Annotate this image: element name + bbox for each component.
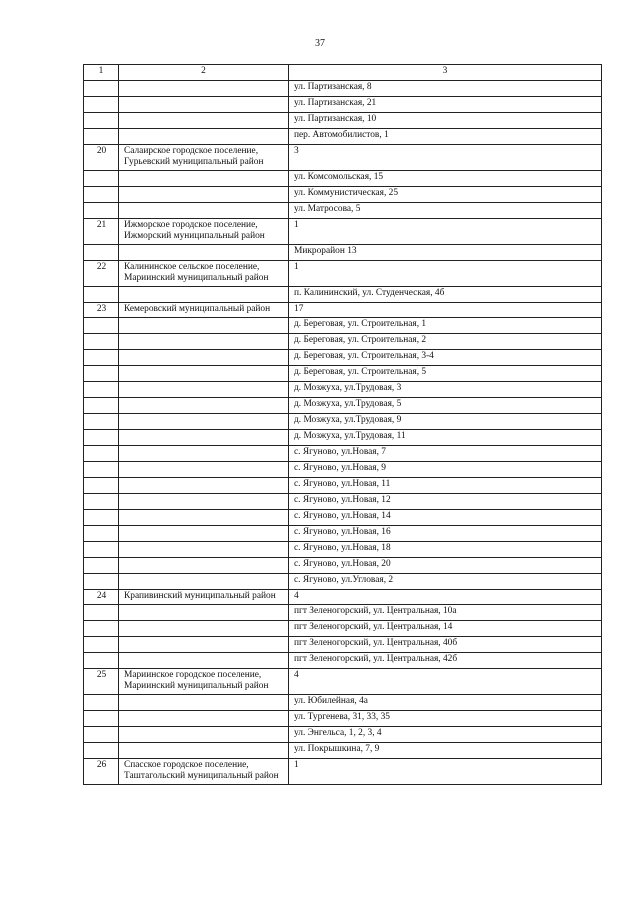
- empty-num-cell: [84, 711, 119, 727]
- settlement-row: [84, 590, 602, 605]
- address-cell: ул. Покрышкина, 7, 9: [289, 743, 602, 759]
- address-cell: д. Мозжуха, ул.Трудовая, 9: [289, 414, 602, 430]
- address-cell: ул. Матросова, 5: [289, 203, 602, 219]
- empty-name-cell: [119, 245, 289, 261]
- address-cell: д. Мозжуха, ул.Трудовая, 3: [289, 382, 602, 398]
- address-cell: пер. Автомобилистов, 1: [289, 129, 602, 145]
- column-number-1: 1: [84, 65, 119, 81]
- empty-num-cell: [84, 366, 119, 382]
- address-cell: ул. Тургенева, 31, 33, 35: [289, 711, 602, 727]
- entry-number: 23: [84, 303, 119, 318]
- settlement-row: [84, 669, 602, 695]
- empty-name-cell: [119, 187, 289, 203]
- address-cell: д. Береговая, ул. Строительная, 5: [289, 366, 602, 382]
- empty-name-cell: [119, 743, 289, 759]
- entry-number: 21: [84, 219, 119, 245]
- address-row: [84, 366, 602, 382]
- column-number-2: 2: [119, 65, 289, 81]
- empty-num-cell: [84, 637, 119, 653]
- entry-number: 25: [84, 669, 119, 695]
- empty-num-cell: [84, 350, 119, 366]
- settlement-row: [84, 219, 602, 245]
- empty-num-cell: [84, 187, 119, 203]
- address-cell: с. Ягуново, ул.Новая, 11: [289, 478, 602, 494]
- empty-name-cell: [119, 605, 289, 621]
- address-row: [84, 129, 602, 145]
- address-cell: с. Ягуново, ул.Новая, 20: [289, 558, 602, 574]
- empty-num-cell: [84, 494, 119, 510]
- address-row: [84, 97, 602, 113]
- address-row: [84, 382, 602, 398]
- building-count: 1: [289, 261, 602, 287]
- address-cell: с. Ягуново, ул.Угловая, 2: [289, 574, 602, 590]
- empty-name-cell: [119, 462, 289, 478]
- address-cell: с. Ягуново, ул.Новая, 7: [289, 446, 602, 462]
- settlement-name: Салаирское городское поселение, Гурьевский муниципальный район: [119, 145, 289, 171]
- empty-name-cell: [119, 171, 289, 187]
- address-cell: с. Ягуново, ул.Новая, 14: [289, 510, 602, 526]
- address-cell: ул. Комсомольская, 15: [289, 171, 602, 187]
- building-count: 1: [289, 219, 602, 245]
- settlement-name: Крапивинский муниципальный район: [119, 590, 289, 605]
- empty-name-cell: [119, 382, 289, 398]
- empty-num-cell: [84, 526, 119, 542]
- empty-num-cell: [84, 743, 119, 759]
- empty-name-cell: [119, 430, 289, 446]
- address-row: [84, 605, 602, 621]
- empty-num-cell: [84, 542, 119, 558]
- entry-number: 26: [84, 759, 119, 785]
- empty-name-cell: [119, 318, 289, 334]
- empty-name-cell: [119, 526, 289, 542]
- address-cell: д. Мозжуха, ул.Трудовая, 5: [289, 398, 602, 414]
- address-row: [84, 695, 602, 711]
- address-cell: д. Береговая, ул. Строительная, 1: [289, 318, 602, 334]
- address-row: [84, 510, 602, 526]
- address-row: [84, 727, 602, 743]
- address-cell: с. Ягуново, ул.Новая, 9: [289, 462, 602, 478]
- address-row: [84, 653, 602, 669]
- empty-name-cell: [119, 287, 289, 303]
- building-count: 4: [289, 590, 602, 605]
- table-body: [84, 81, 602, 785]
- entry-number: 20: [84, 145, 119, 171]
- settlement-name: Мариинское городское поселение, Мариинский муниципальный район: [119, 669, 289, 695]
- empty-num-cell: [84, 695, 119, 711]
- empty-name-cell: [119, 621, 289, 637]
- address-cell: ул. Партизанская, 8: [289, 81, 602, 97]
- address-row: [84, 558, 602, 574]
- empty-num-cell: [84, 574, 119, 590]
- housing-registry-table: [83, 64, 602, 785]
- settlement-row: [84, 261, 602, 287]
- empty-name-cell: [119, 350, 289, 366]
- address-row: [84, 350, 602, 366]
- column-number-row: [84, 65, 602, 81]
- empty-name-cell: [119, 542, 289, 558]
- settlement-name: Калининское сельское поселение, Мариинский муниципальный район: [119, 261, 289, 287]
- empty-num-cell: [84, 113, 119, 129]
- entry-number: 24: [84, 590, 119, 605]
- entry-number: 22: [84, 261, 119, 287]
- empty-num-cell: [84, 318, 119, 334]
- address-row: [84, 446, 602, 462]
- empty-num-cell: [84, 287, 119, 303]
- empty-name-cell: [119, 558, 289, 574]
- address-cell: пгт Зеленогорский, ул. Центральная, 42б: [289, 653, 602, 669]
- address-row: [84, 711, 602, 727]
- address-row: [84, 494, 602, 510]
- address-row: [84, 187, 602, 203]
- address-row: [84, 430, 602, 446]
- settlement-row: [84, 145, 602, 171]
- address-row: [84, 203, 602, 219]
- empty-num-cell: [84, 727, 119, 743]
- building-count: 17: [289, 303, 602, 318]
- empty-name-cell: [119, 727, 289, 743]
- address-cell: ул. Партизанская, 10: [289, 113, 602, 129]
- address-cell: ул. Партизанская, 21: [289, 97, 602, 113]
- address-cell: Микрорайон 13: [289, 245, 602, 261]
- address-row: [84, 398, 602, 414]
- empty-name-cell: [119, 574, 289, 590]
- address-cell: пгт Зеленогорский, ул. Центральная, 10а: [289, 605, 602, 621]
- address-cell: с. Ягуново, ул.Новая, 16: [289, 526, 602, 542]
- column-number-3: 3: [289, 65, 602, 81]
- address-cell: д. Мозжуха, ул.Трудовая, 11: [289, 430, 602, 446]
- settlement-row: [84, 759, 602, 785]
- address-cell: пгт Зеленогорский, ул. Центральная, 14: [289, 621, 602, 637]
- address-row: [84, 542, 602, 558]
- address-row: [84, 462, 602, 478]
- address-row: [84, 113, 602, 129]
- address-row: [84, 287, 602, 303]
- empty-num-cell: [84, 81, 119, 97]
- empty-num-cell: [84, 605, 119, 621]
- address-cell: ул. Юбилейная, 4а: [289, 695, 602, 711]
- empty-num-cell: [84, 510, 119, 526]
- address-row: [84, 621, 602, 637]
- address-row: [84, 478, 602, 494]
- address-cell: пгт Зеленогорский, ул. Центральная, 40б: [289, 637, 602, 653]
- address-row: [84, 743, 602, 759]
- empty-num-cell: [84, 414, 119, 430]
- settlement-name: Спасское городское поселение, Таштагольский муниципальный район: [119, 759, 289, 785]
- empty-num-cell: [84, 203, 119, 219]
- address-cell: ул. Коммунистическая, 25: [289, 187, 602, 203]
- empty-num-cell: [84, 621, 119, 637]
- empty-num-cell: [84, 382, 119, 398]
- empty-name-cell: [119, 366, 289, 382]
- building-count: 4: [289, 669, 602, 695]
- settlement-name: Ижморское городское поселение, Ижморский муниципальный район: [119, 219, 289, 245]
- empty-name-cell: [119, 711, 289, 727]
- empty-name-cell: [119, 398, 289, 414]
- empty-name-cell: [119, 653, 289, 669]
- empty-name-cell: [119, 695, 289, 711]
- empty-num-cell: [84, 478, 119, 494]
- settlement-row: [84, 303, 602, 318]
- empty-name-cell: [119, 113, 289, 129]
- address-row: [84, 245, 602, 261]
- address-cell: п. Калининский, ул. Студенческая, 4б: [289, 287, 602, 303]
- empty-name-cell: [119, 637, 289, 653]
- settlement-name: Кемеровский муниципальный район: [119, 303, 289, 318]
- empty-num-cell: [84, 171, 119, 187]
- empty-name-cell: [119, 478, 289, 494]
- address-row: [84, 318, 602, 334]
- address-row: [84, 637, 602, 653]
- address-cell: с. Ягуново, ул.Новая, 12: [289, 494, 602, 510]
- empty-name-cell: [119, 414, 289, 430]
- empty-num-cell: [84, 430, 119, 446]
- empty-num-cell: [84, 558, 119, 574]
- address-row: [84, 574, 602, 590]
- address-row: [84, 334, 602, 350]
- address-row: [84, 526, 602, 542]
- empty-num-cell: [84, 129, 119, 145]
- empty-num-cell: [84, 245, 119, 261]
- empty-name-cell: [119, 203, 289, 219]
- address-cell: д. Береговая, ул. Строительная, 3-4: [289, 350, 602, 366]
- empty-name-cell: [119, 97, 289, 113]
- empty-name-cell: [119, 334, 289, 350]
- empty-num-cell: [84, 462, 119, 478]
- empty-num-cell: [84, 446, 119, 462]
- empty-num-cell: [84, 97, 119, 113]
- empty-name-cell: [119, 81, 289, 97]
- empty-num-cell: [84, 334, 119, 350]
- address-cell: д. Береговая, ул. Строительная, 2: [289, 334, 602, 350]
- empty-num-cell: [84, 398, 119, 414]
- address-row: [84, 414, 602, 430]
- empty-name-cell: [119, 494, 289, 510]
- empty-name-cell: [119, 129, 289, 145]
- address-row: [84, 171, 602, 187]
- building-count: 3: [289, 145, 602, 171]
- address-cell: ул. Энгельса, 1, 2, 3, 4: [289, 727, 602, 743]
- empty-name-cell: [119, 446, 289, 462]
- address-row: [84, 81, 602, 97]
- page-number: 37: [315, 38, 325, 49]
- address-cell: с. Ягуново, ул.Новая, 18: [289, 542, 602, 558]
- empty-num-cell: [84, 653, 119, 669]
- building-count: 1: [289, 759, 602, 785]
- empty-name-cell: [119, 510, 289, 526]
